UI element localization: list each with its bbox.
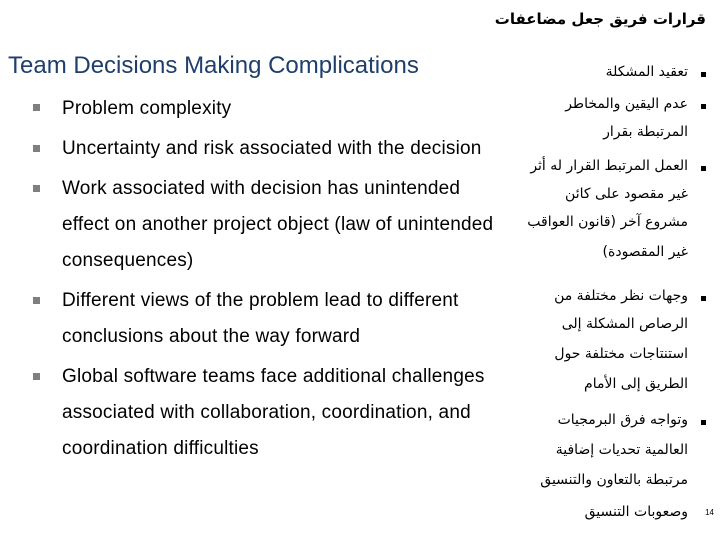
arabic-bullet-line: وجهات نظر مختلفة من: [554, 288, 688, 304]
arabic-slide-title: قرارات فريق جعل مضاعفات: [494, 10, 706, 28]
arabic-bullet-line: مشروع آخر (قانون العواقب: [527, 214, 688, 230]
arabic-bullet-line: العالمية تحديات إضافية: [555, 442, 688, 458]
square-bullet-icon: [33, 373, 40, 380]
arabic-bullet-line: غير المقصودة): [602, 244, 688, 260]
english-slide-title: Team Decisions Making Complications: [8, 52, 419, 79]
square-bullet-icon: [701, 104, 706, 109]
arabic-bullet-line: استنتاجات مختلفة حول: [554, 346, 688, 362]
square-bullet-icon: [701, 420, 706, 425]
arabic-bullet-line: غير مقصود على كائن: [565, 186, 688, 202]
square-bullet-icon: [701, 72, 706, 77]
square-bullet-icon: [33, 185, 40, 192]
english-bullet-line: consequences): [62, 250, 194, 271]
english-bullet-line: Global software teams face additional challenges: [62, 366, 485, 387]
english-bullet-line: conclusions about the way forward: [62, 326, 361, 347]
square-bullet-icon: [701, 296, 706, 301]
arabic-bullet-list: [520, 0, 720, 540]
square-bullet-icon: [33, 145, 40, 152]
arabic-bullet-line: مرتبطة بالتعاون والتنسيق: [540, 472, 688, 488]
arabic-bullet-line: تعقيد المشكلة: [605, 64, 688, 80]
arabic-bullet-line: وتواجه فرق البرمجيات: [557, 412, 688, 428]
english-bullet-line: Uncertainty and risk associated with the decision: [62, 138, 482, 159]
english-bullet-line: associated with collaboration, coordination, and: [62, 402, 471, 423]
english-bullet-line: Work associated with decision has unintended: [62, 178, 461, 199]
arabic-bullet-line: العمل المرتبط القرار له أثر: [530, 158, 688, 174]
square-bullet-icon: [33, 104, 40, 111]
english-bullet-line: coordination difficulties: [62, 438, 259, 459]
arabic-bullet-line: وصعوبات التنسيق: [584, 504, 688, 520]
arabic-bullet-line: الطريق إلى الأمام: [584, 376, 688, 392]
square-bullet-icon: [701, 166, 706, 171]
arabic-bullet-line: عدم اليقين والمخاطر: [565, 96, 688, 112]
english-bullet-line: Problem complexity: [62, 98, 232, 119]
page-number: 14: [705, 508, 714, 517]
english-bullet-line: effect on another project object (law of unintended: [62, 214, 494, 235]
english-bullet-line: Different views of the problem lead to different: [62, 290, 459, 311]
arabic-bullet-line: الرصاص المشكلة إلى: [561, 316, 688, 332]
arabic-bullet-line: المرتبطة بقرار: [603, 124, 688, 140]
square-bullet-icon: [33, 297, 40, 304]
